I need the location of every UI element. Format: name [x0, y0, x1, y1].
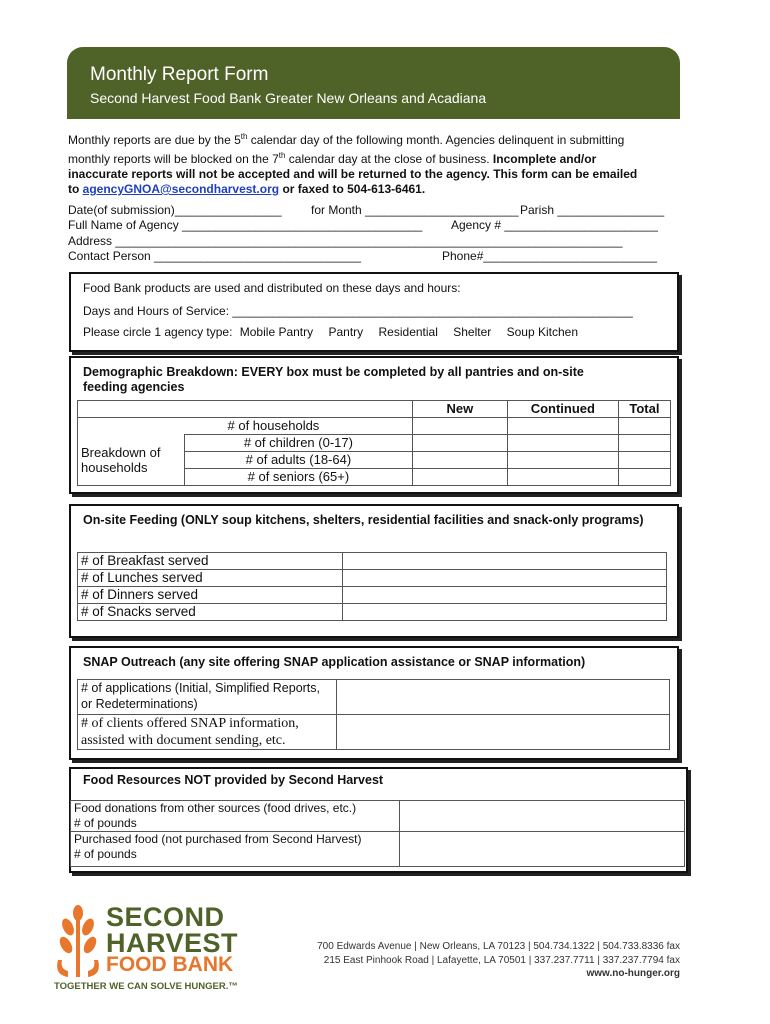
onsite-feeding-box — [69, 504, 679, 638]
dinners-label: # of Dinners served — [78, 587, 343, 604]
adults-total-cell[interactable] — [618, 452, 670, 469]
adults-label: # of adults (18-64) — [185, 452, 413, 469]
form-subtitle: Second Harvest Food Bank Greater New Orleans and Acadiana — [90, 90, 487, 106]
wheat-logo-icon — [50, 905, 106, 981]
tagline: TOGETHER WE CAN SOLVE HUNGER.™ — [54, 981, 238, 992]
households-label: # of households — [78, 418, 413, 435]
adults-new-cell[interactable] — [412, 452, 507, 469]
col-continued: Continued — [507, 401, 618, 418]
resources-box — [69, 767, 688, 873]
lunches-cell[interactable] — [343, 570, 667, 587]
address-new-orleans: 700 Edwards Avenue | New Orleans, LA 70123 | 504.734.1322 | 504.733.8336 fax — [317, 941, 680, 952]
month-field[interactable]: for Month _______________________ — [311, 203, 519, 217]
resources-table — [70, 800, 685, 867]
parish-field[interactable]: Parish ________________ — [520, 203, 665, 217]
type-soup-kitchen[interactable]: Soup Kitchen — [506, 325, 578, 339]
demographic-table — [77, 400, 671, 486]
children-total-cell[interactable] — [618, 435, 670, 452]
col-total: Total — [618, 401, 670, 418]
resources-title: Food Resources NOT provided by Second Harvest — [83, 773, 384, 787]
households-continued-cell[interactable] — [507, 418, 618, 435]
demographic-title: Demographic Breakdown: EVERY box must be completed by all pantries and on-site feeding agencies — [83, 365, 584, 394]
type-shelter[interactable]: Shelter — [453, 325, 492, 339]
type-pantry[interactable]: Pantry — [328, 325, 364, 339]
agency-number-field[interactable]: Agency # _______________________ — [451, 218, 658, 233]
dinners-cell[interactable] — [343, 587, 667, 604]
breakdown-label: Breakdown of households — [78, 435, 185, 486]
children-new-cell[interactable] — [412, 435, 507, 452]
seniors-total-cell[interactable] — [618, 469, 670, 486]
snap-title: SNAP Outreach (any site offering SNAP application assistance or SNAP information) — [83, 655, 586, 669]
purchased-cell[interactable] — [400, 832, 685, 867]
lunches-label: # of Lunches served — [78, 570, 343, 587]
breakfast-label: # of Breakfast served — [78, 553, 343, 570]
donations-label: Food donations from other sources (food drives, etc.) # of pounds — [71, 801, 400, 832]
service-box — [69, 272, 679, 352]
households-total-cell[interactable] — [618, 418, 670, 435]
seniors-label: # of seniors (65+) — [185, 469, 413, 486]
children-continued-cell[interactable] — [507, 435, 618, 452]
date-field[interactable]: Date(of submission)________________ — [68, 203, 282, 217]
snap-box — [69, 646, 679, 760]
type-mobile-pantry[interactable]: Mobile Pantry — [239, 325, 314, 339]
hours-field[interactable]: Days and Hours of Service: ____________________________________________________________ — [83, 304, 633, 318]
donations-cell[interactable] — [400, 801, 685, 832]
footer-address — [317, 940, 680, 981]
address-field[interactable]: Address ____________________________________________________________________________ — [68, 233, 623, 248]
breakfast-cell[interactable] — [343, 553, 667, 570]
onsite-table — [77, 552, 667, 621]
snacks-cell[interactable] — [343, 604, 667, 621]
seniors-continued-cell[interactable] — [507, 469, 618, 486]
applications-label: # of applications (Initial, Simplified Reports, or Redeterminations) — [78, 680, 337, 715]
children-label: # of children (0-17) — [185, 435, 413, 452]
households-new-cell[interactable] — [412, 418, 507, 435]
address-lafayette: 215 East Pinhook Road | Lafayette, LA 70501 | 337.237.7711 | 337.237.7794 fax — [323, 954, 680, 966]
applications-cell[interactable] — [337, 680, 670, 715]
purchased-label: Purchased food (not purchased from Second Harvest) # of pounds — [71, 832, 400, 867]
snap-table — [77, 679, 670, 750]
website-link[interactable]: www.no-hunger.org — [586, 968, 680, 979]
intro-paragraph: Monthly reports are due by the 5th calendar day of the following month. Agencies delinquent in submitting monthly reports will be blocked on the 7th calendar day at the close of business. Incomplete and/or inaccurate reports will not be accepted and will be returned to the agency. This form can be emailed to agencyGNOA@secondharvest.org or faxed to 504-613-6461. — [68, 132, 638, 196]
logo-food-bank: FOOD BANK — [106, 953, 234, 976]
email-link[interactable]: agencyGNOA@secondharvest.org — [82, 182, 280, 196]
seniors-new-cell[interactable] — [412, 469, 507, 486]
agency-name-field[interactable]: Full Name of Agency ____________________________________ — [68, 218, 423, 233]
onsite-title: On-site Feeding (ONLY soup kitchens, shelters, residential facilities and snack-only programs) — [83, 513, 644, 527]
agency-type-row: Please circle 1 agency type: Mobile Pantry Pantry Residential Shelter Soup Kitchen — [83, 325, 578, 339]
contact-field[interactable]: Contact Person _______________________________ — [68, 249, 361, 264]
clients-cell[interactable] — [337, 715, 670, 750]
snacks-label: # of Snacks served — [78, 604, 343, 621]
type-residential[interactable]: Residential — [378, 325, 438, 339]
agency-fields — [68, 203, 680, 265]
logo-wordmark: SECOND HARVEST — [106, 902, 239, 958]
demographic-box — [69, 356, 679, 494]
form-title: Monthly Report Form — [90, 64, 269, 85]
service-intro: Food Bank products are used and distributed on these days and hours: — [83, 281, 461, 295]
adults-continued-cell[interactable] — [507, 452, 618, 469]
clients-label: # of clients offered SNAP information, assisted with document sending, etc. — [78, 715, 337, 750]
col-new: New — [412, 401, 507, 418]
phone-field[interactable]: Phone#__________________________ — [442, 249, 657, 264]
